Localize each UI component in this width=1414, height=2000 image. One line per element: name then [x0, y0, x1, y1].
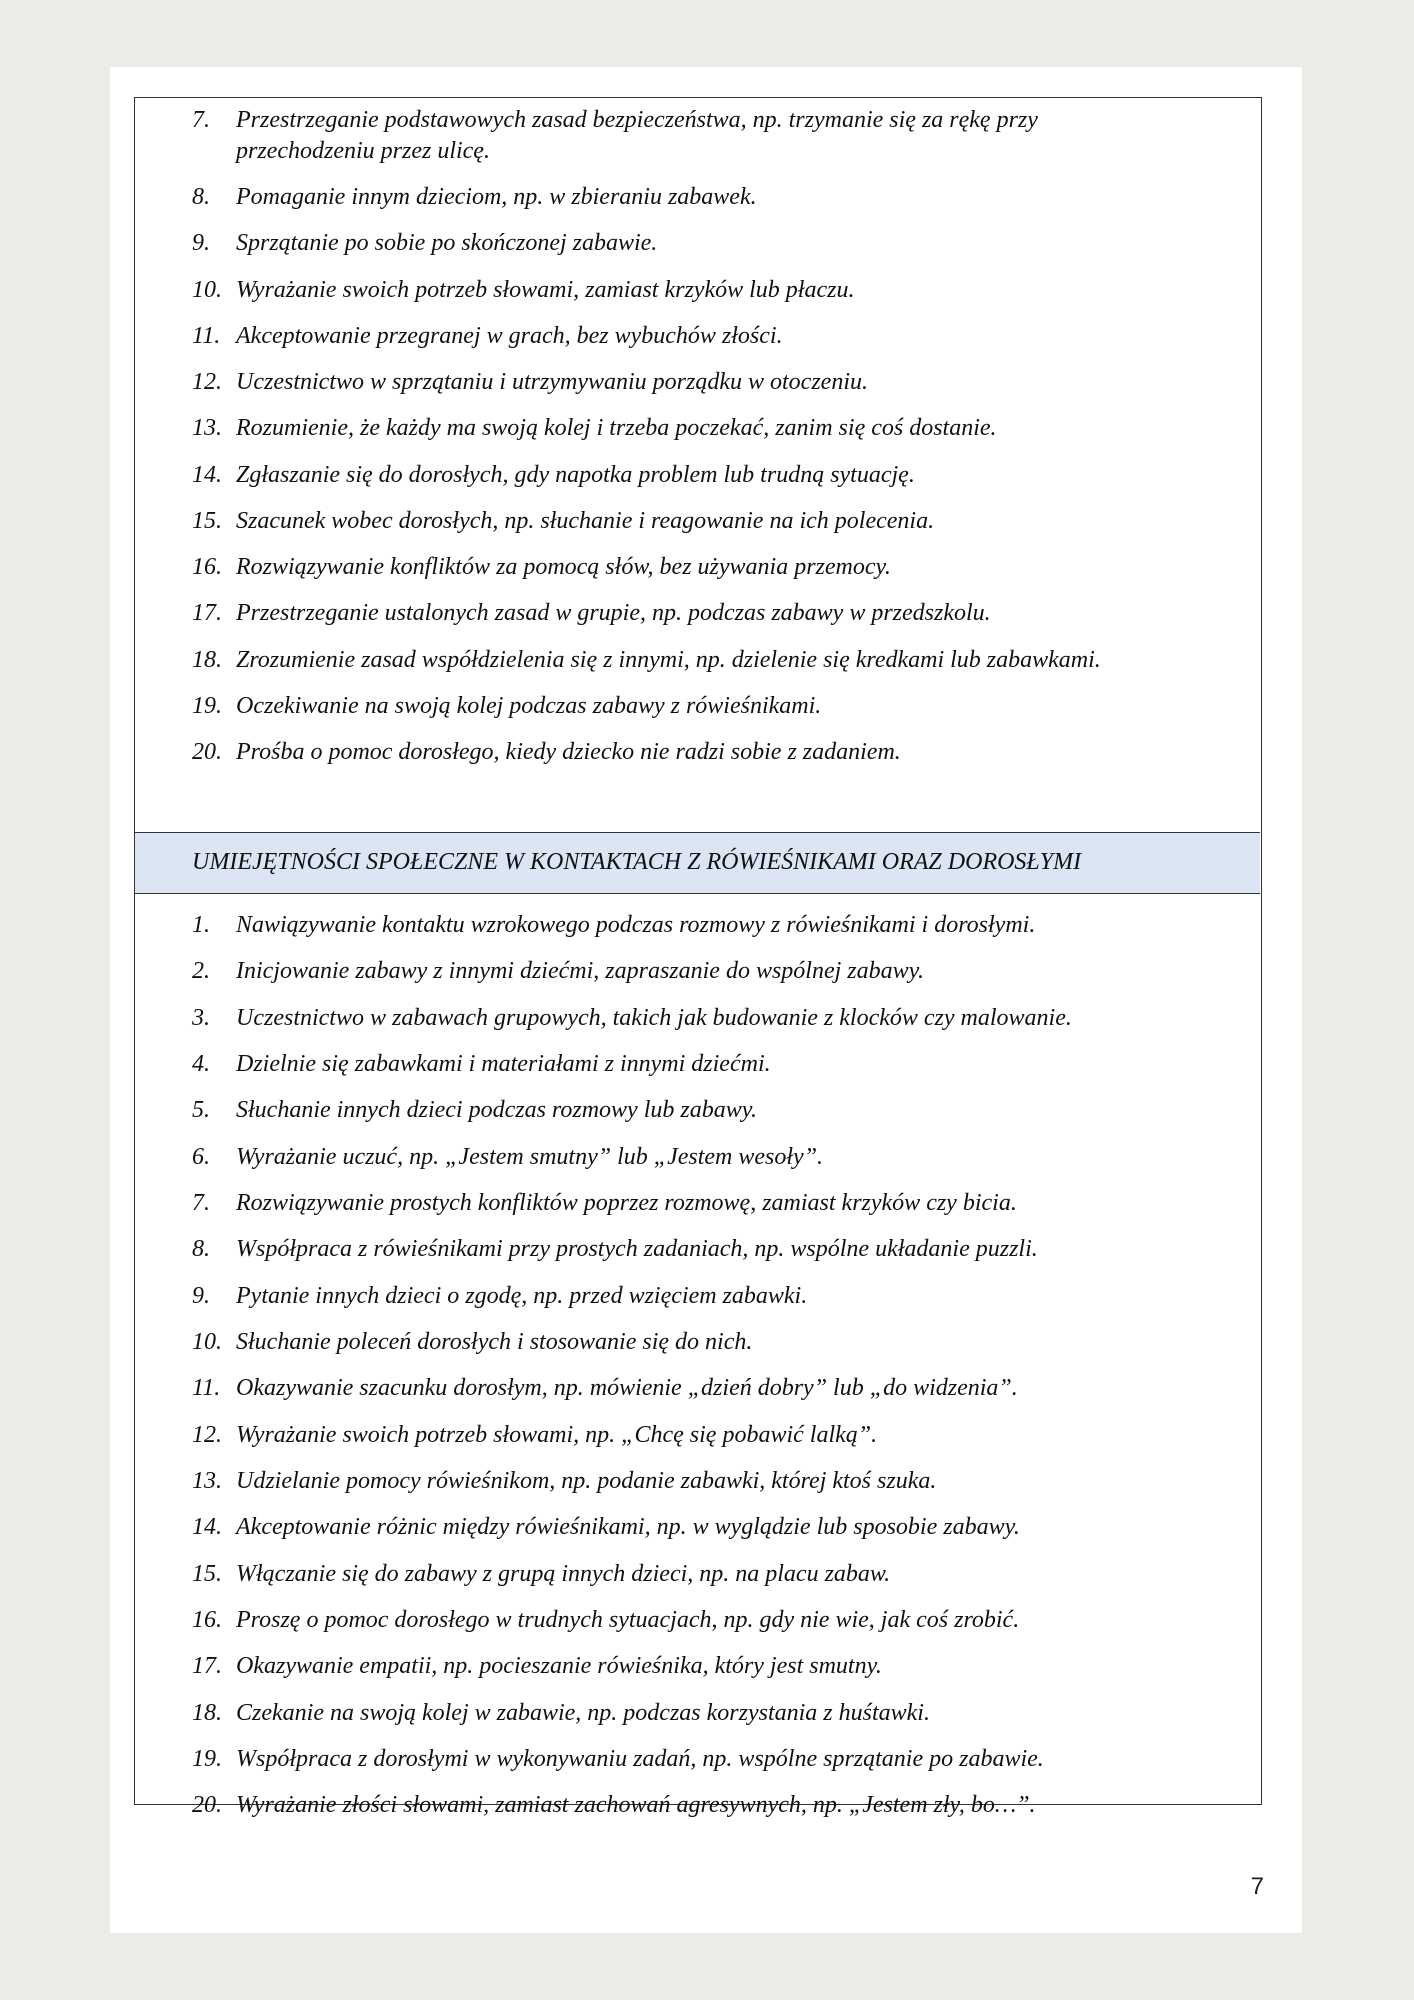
content-table: 7. Przestrzeganie podstawowych zasad bezpieczeństwa, np. trzymanie się za rękę przy przechodzeniu przez ulicę. 8. Pomaganie innym dzieciom, np. w zbieraniu zabawek. 9. Sprzątanie po sobie po skończonej zabawie. 10. Wyrażanie swoich potrzeb słowami, zamiast krzyków lub płaczu. 11. Akceptowanie przegranej w grach, bez wybuchów złości. 12. Uczestnictwo w sprzątaniu i utrzymywaniu porządku w otoczeniu. 13. Rozumienie, że każdy ma swoją kolej i trzeba poczekać, zanim się coś dostanie. 14. Zgłaszanie się do dorosłych, gdy napotka problem lub trudną sytuację. 15. Szacunek wobec dorosłych, np. słuchanie i reagowanie na ich polecenia. 16. Rozwiązywanie konfliktów za pomocą słów, bez używania przemocy. 17. Przestrzeganie ustalonych zasad w grupie, np. podczas zabawy w przedszkolu. 18. Zrozumienie zasad współdzielenia się z innymi, np. dzielenie się kredkami lub zabawkami. 19. Oczekiwanie na swoją kolej podczas zabawy z rówieśnikami. 20. Prośba o pomoc dorosłego, kiedy dziecko nie radzi sobie z zadaniem. UMIEJĘTNOŚCI SPOŁECZNE W KONTAKTACH Z RÓWIEŚNIKAMI ORAZ DOROSŁYMI 1. Nawiązywanie kontaktu wzrokowego podczas rozmowy z rówieśnikami i dorosłymi. 2. Inicjowanie zabawy z innymi dziećmi, zapraszanie do wspólnej zabawy. 3. Uczestnictwo w zabawach grupowych, takich jak budowanie z klocków czy malowanie. 4. Dzielnie się zabawkami i materiałami z innymi dziećmi. 5. Słuchanie innych dzieci podczas rozmowy lub zabawy. 6. Wyrażanie uczuć, np. „Jestem smutny” lub „Jestem wesoły”. 7. Rozwiązywanie prostych konfliktów poprzez rozmowę, zamiast krzyków czy bicia. 8. Współpraca z rówieśnikami przy prostych zadaniach, np. wspólne układanie puzzli. 9. Pytanie innych dzieci o zgodę, np. przed wzięciem zabawki. 10. Słuchanie poleceń dorosłych i stosowanie się do nich. 11. Okazywanie szacunku dorosłym, np. mówienie „dzień dobry” lub „do widzenia”. 12. Wyrażanie swoich potrzeb słowami, np. „Chcę się pobawić lalką”. 13. Udzielanie pomocy rówieśnikom, np. podanie zabawki, której ktoś szuka. 14. Akceptowanie różnic między rówieśnikami, np. w wyglądzie lub sposobie zabawy. 15. Włączanie się do zabawy z grupą innych dzieci, np. na placu zabaw. 16. Proszę o pomoc dorosłego w trudnych sytuacjach, np. gdy nie wie, jak coś zrobić. 17. Okazywanie empatii, np. pocieszanie rówieśnika, który jest smutny. 18. Czekanie na swoją kolej w zabawie, np. podczas korzystania z huśtawki. 19. Współpraca z dorosłymi w wykonywaniu zadań, np. wspólne sprzątanie po zabawie. 20. Wyrażanie złości słowami, zamiast zachowań agresywnych, np. „Jestem zły, bo…”. — [134, 97, 1262, 1805]
section-heading — [135, 832, 1260, 894]
page-number: 7 — [1250, 1873, 1264, 1900]
document-page — [110, 67, 1302, 1933]
section-title: UMIEJĘTNOŚCI SPOŁECZNE W KONTAKTACH Z RÓWIEŚNIKAMI ORAZ DOROSŁYMI — [192, 849, 1082, 875]
